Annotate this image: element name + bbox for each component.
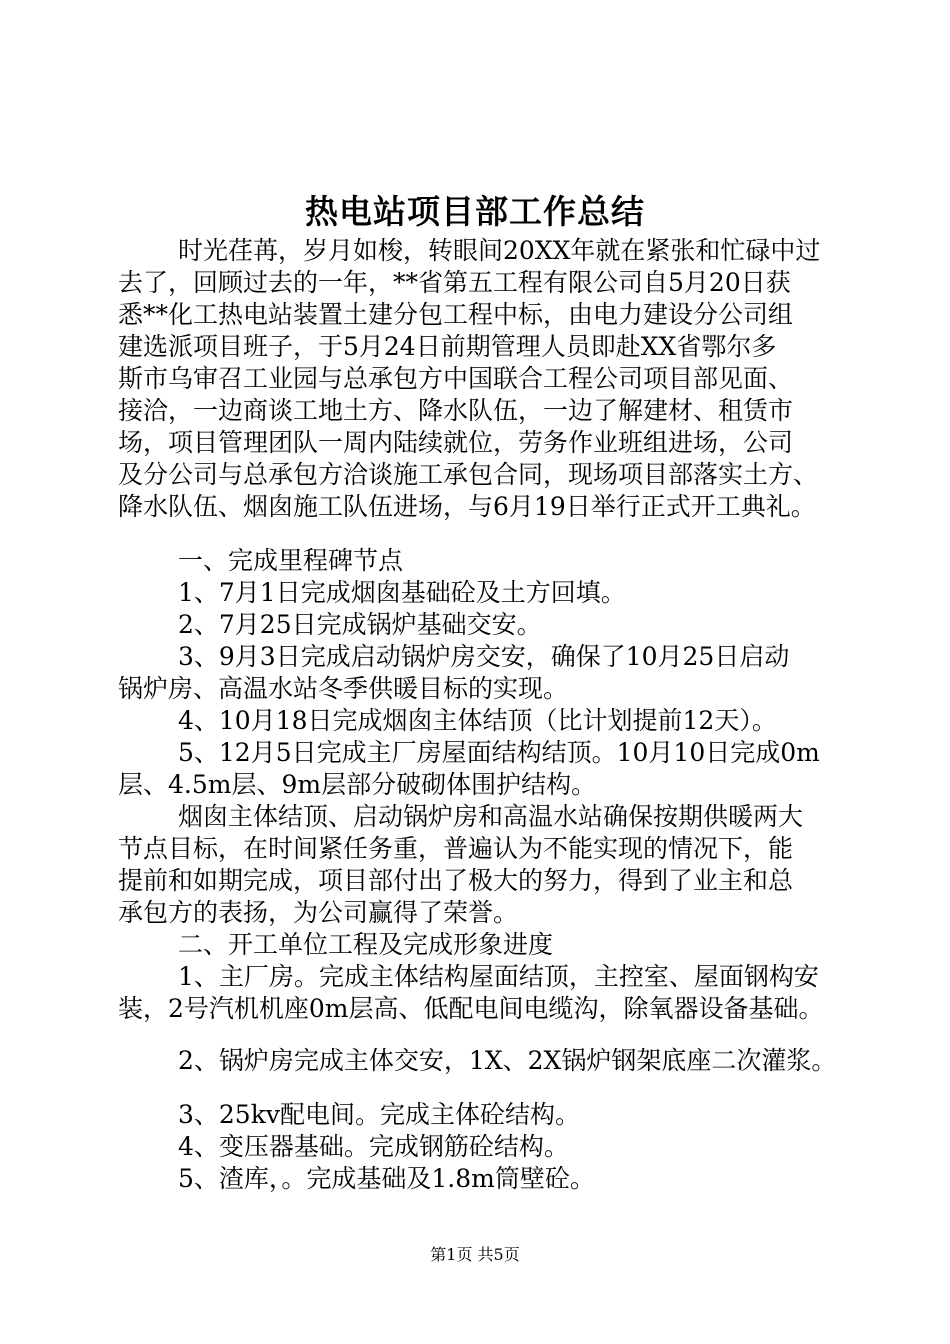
intro-line: 时光荏苒，岁月如梭，转眼间20XX年就在紧张和忙碌中过 — [178, 236, 821, 265]
intro-line: 建选派项目班子，于5月24日前期管理人员即赴XX省鄂尔多 — [118, 332, 777, 361]
intro-line: 降水队伍、烟囱施工队伍进场，与6月19日举行正式开工典礼。 — [118, 492, 816, 521]
intro-line: 及分公司与总承包方洽谈施工承包合同，现场项目部落实土方、 — [118, 460, 819, 489]
intro-line: 接洽，一边商谈工地土方、降水队伍，一边了解建材、租赁市 — [118, 396, 794, 425]
intro-line: 场，项目管理团队一周内陆续就位，劳务作业班组进场，公司 — [118, 428, 794, 457]
document-title: 热电站项目部工作总结 — [305, 192, 645, 231]
progress-item: 5、渣库，。完成基础及1.8m筒壁砼。 — [178, 1164, 595, 1193]
intro-line: 斯市乌审召工业园与总承包方中国联合工程公司项目部见面、 — [118, 364, 794, 393]
progress-item: 3、25kv配电间。完成主体砼结构。 — [178, 1100, 580, 1129]
section-heading: 二、开工单位工程及完成形象进度 — [178, 930, 554, 959]
milestone-item: 5、12月5日完成主厂房屋面结构结顶。10月10日完成0m — [178, 738, 820, 767]
summary-line: 承包方的表扬，为公司赢得了荣誉。 — [118, 898, 519, 927]
page-footer: 第1页 共5页 — [430, 1245, 520, 1264]
milestone-item: 层、4.5m层、9m层部分破砌体围护结构。 — [118, 770, 597, 799]
section-heading: 一、完成里程碑节点 — [178, 546, 404, 575]
milestone-item: 2、7月25日完成锅炉基础交安。 — [178, 610, 542, 639]
progress-item: 装，2号汽机机座0m层高、低配电间电缆沟，除氧器设备基础。 — [118, 994, 824, 1023]
summary-line: 烟囱主体结顶、启动锅炉房和高温水站确保按期供暖两大 — [178, 802, 804, 831]
summary-line: 节点目标，在时间紧任务重，普遍认为不能实现的情况下，能 — [118, 834, 794, 863]
summary-line: 提前和如期完成，项目部付出了极大的努力，得到了业主和总 — [118, 866, 794, 895]
progress-item: 2、锅炉房完成主体交安，1X、2X锅炉钢架底座二次灌浆。 — [178, 1046, 837, 1075]
milestone-item: 锅炉房、高温水站冬季供暖目标的实现。 — [118, 674, 569, 703]
progress-item: 4、变压器基础。完成钢筋砼结构。 — [178, 1132, 569, 1161]
milestone-item: 4、10月18日完成烟囱主体结顶（比计划提前12天）。 — [178, 706, 777, 735]
intro-line: 悉**化工热电站装置土建分包工程中标，由电力建设分公司组 — [118, 300, 794, 329]
intro-line: 去了，回顾过去的一年，**省第五工程有限公司自5月20日获 — [118, 268, 791, 297]
milestone-item: 3、9月3日完成启动锅炉房交安，确保了10月25日启动 — [178, 642, 790, 671]
progress-item: 1、主厂房。完成主体结构屋面结顶，主控室、屋面钢构安 — [178, 962, 819, 991]
milestone-item: 1、7月1日完成烟囱基础砼及土方回填。 — [178, 578, 626, 607]
